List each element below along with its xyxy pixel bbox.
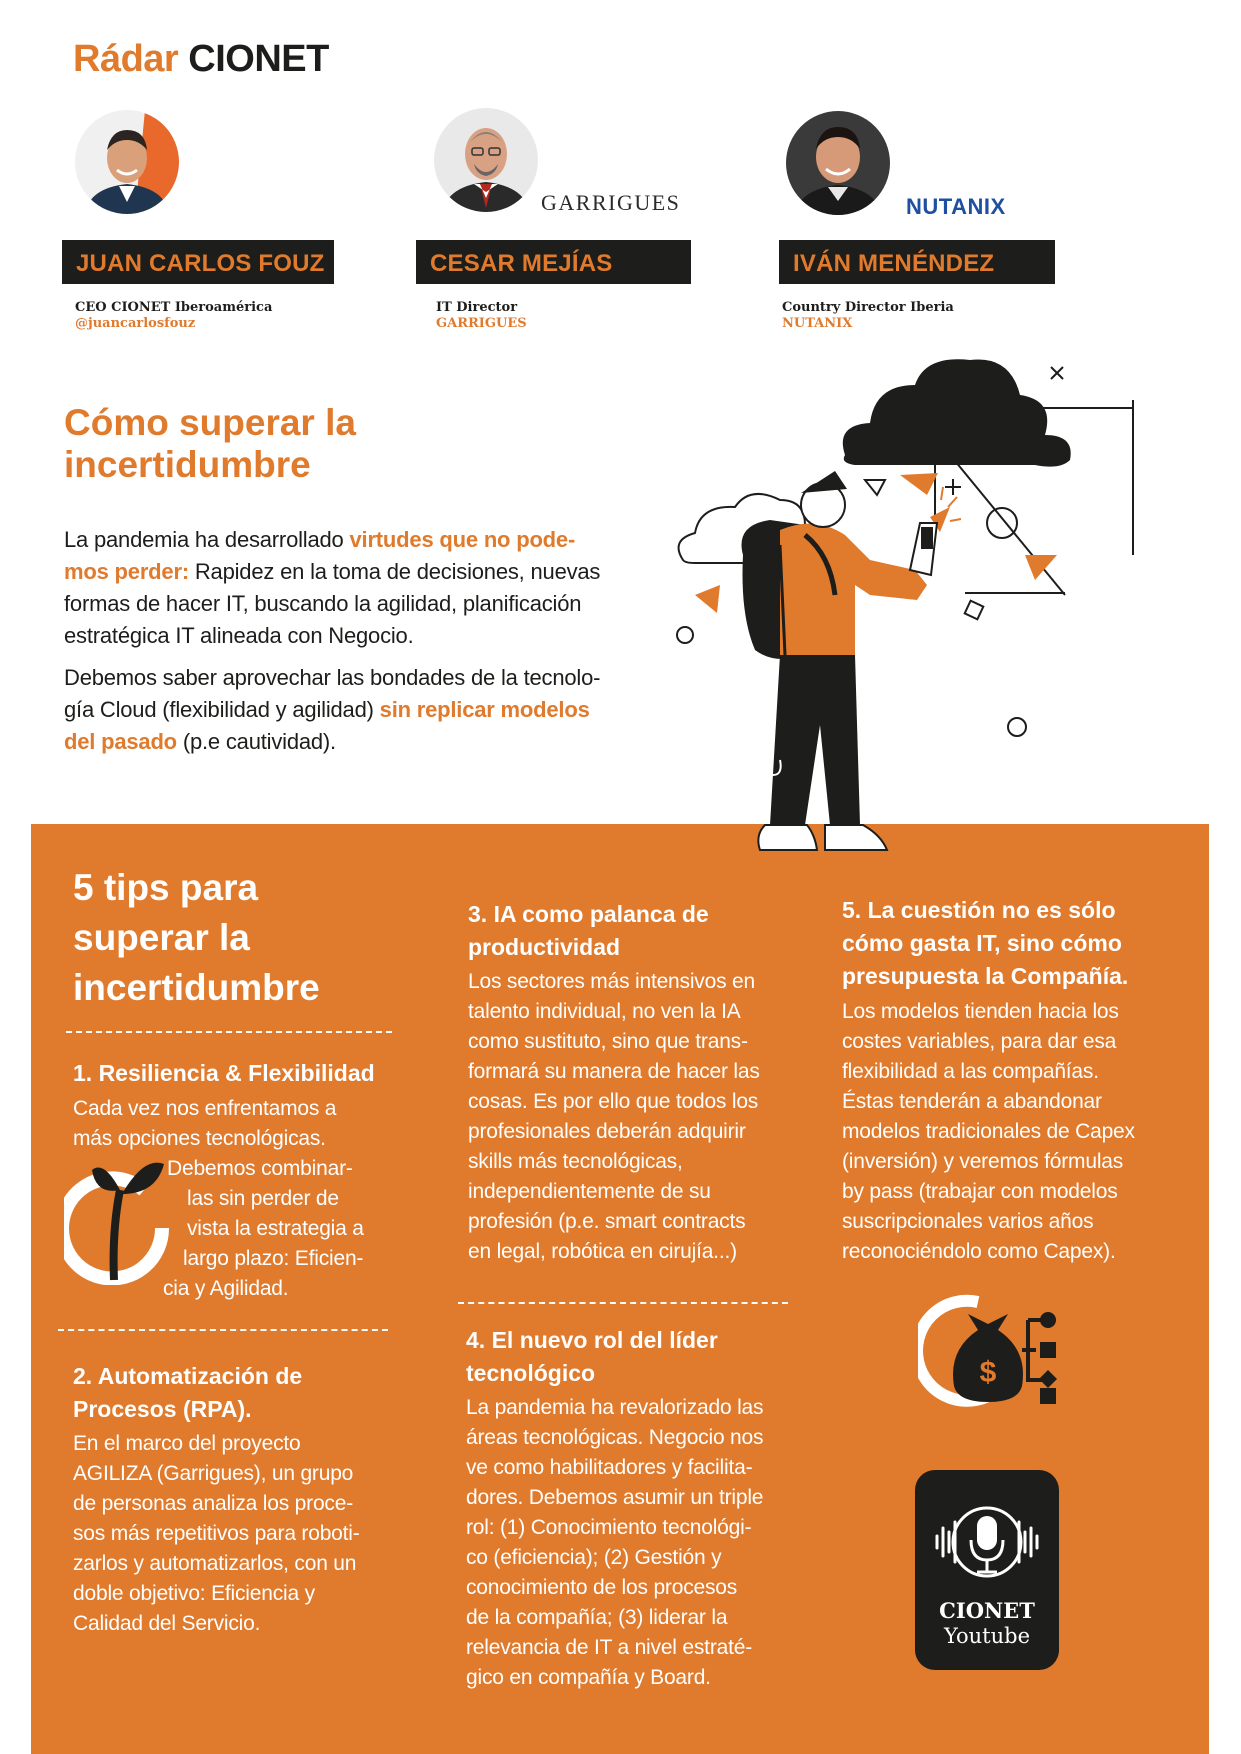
line: profesión (p.e. smart contracts [468,1210,746,1233]
title-line: 5. La cuestión no es sólo [842,897,1116,923]
title-line: 2. Automatización de [73,1363,303,1389]
title-line: 4. El nuevo rol del líder [466,1327,718,1353]
line: formará su manera de hacer las [468,1060,760,1083]
text: Rapidez en la toma de decisiones, nuevas [188,559,601,584]
line: cosas. Es por ello que todos los [468,1090,759,1113]
line: reconociéndolo como Capex). [842,1240,1116,1263]
line: by pass (trabajar con modelos [842,1180,1118,1203]
title-line: incertidumbre [73,967,320,1008]
line: de personas analiza los proce- [73,1492,354,1515]
line: dores. Debemos asumir un triple [466,1486,764,1509]
microphone-icon [931,1492,1043,1592]
intro-paragraph-1 [64,524,624,652]
line: suscripcionales varios años [842,1210,1094,1233]
title-line: 5 tips para [73,867,259,908]
heading-line: Cómo superar la [64,402,356,443]
twitter-handle[interactable]: @juancarlosfouz [75,316,196,331]
title-line: productividad [468,934,621,960]
line: cia y Agilidad. [163,1277,289,1300]
nutanix-logo: NUTANIX [906,194,1006,219]
tip-3-body [468,967,760,1267]
line: Éstas tenderán a abandonar [842,1090,1102,1113]
role-text: Country Director Iberia [782,300,954,315]
line: Cada vez nos enfrentamos a [73,1097,337,1120]
line: co (eficiencia); (2) Gestión y [466,1546,722,1569]
text: (p.e cautividad). [176,729,336,754]
tips-title [73,863,320,1013]
cloud-illustration [665,355,1145,865]
divider [66,1031,392,1033]
line: Los modelos tienden hacia los [842,1000,1119,1023]
line: largo plazo: Eficien- [183,1247,364,1270]
avatar-cesar [434,108,538,212]
text: Debemos saber aprovechar las bondades de la tecnolo- [64,665,601,690]
line: vista la estrategia a [187,1217,364,1240]
title-line: presupuesta la Compañía. [842,963,1129,989]
line: áreas tecnológicas. Negocio nos [466,1426,764,1449]
name-juan-carlos: JUAN CARLOS FOUZ [62,240,334,284]
line: gico en compañía y Board. [466,1666,711,1689]
avatar-juan-carlos [75,110,179,214]
line: más opciones tecnológicas. [73,1127,326,1150]
avatar-ivan [786,111,890,215]
tip-1-body-top [73,1094,336,1154]
role-text: CEO CIONET Iberoamérica [75,300,273,315]
line: Debemos combinar- [167,1157,353,1180]
tip-5-body [842,997,1135,1267]
highlight: del pasado [64,729,177,754]
youtube-label: CIONET [939,1598,1035,1623]
company-name: NUTANIX [782,316,853,331]
line: En el marco del proyecto [73,1432,301,1455]
line: en legal, robótica en cirujía...) [468,1240,737,1263]
line: Los sectores más intensivos en [468,970,755,993]
line: La pandemia ha revalorizado las [466,1396,764,1419]
text: formas de hacer IT, buscando la agilidad, planificación [64,591,582,616]
tip-5-title [842,894,1128,993]
line: (inversión) y veremos fórmulas [842,1150,1124,1173]
tip-2-title [73,1360,302,1426]
divider [58,1329,388,1331]
title-line: 3. IA como palanca de [468,901,709,927]
divider [458,1302,788,1304]
section-heading [64,402,464,486]
line: flexibilidad a las compañías. [842,1060,1099,1083]
garrigues-logo: GARRIGUES [541,190,681,215]
role-juan-carlos [75,300,272,332]
title-line: cómo gasta IT, sino cómo [842,930,1122,956]
title-line: tecnológico [466,1360,596,1386]
intro-paragraph-2 [64,662,624,758]
company-name: GARRIGUES [436,316,527,331]
cionet-youtube-card[interactable] [915,1470,1059,1670]
name-cesar: CESAR MEJÍAS [416,240,691,284]
highlight: virtudes que no pode- [349,527,576,552]
line: rol: (1) Conocimiento tecnológi- [466,1516,752,1539]
tip-2-body [73,1429,360,1639]
role-text: IT Director [436,300,518,315]
line: sos más repetitivos para roboti- [73,1522,360,1545]
line: skills más tecnológicas, [468,1150,683,1173]
tip-4-body [466,1393,763,1693]
line: conocimiento de los procesos [466,1576,738,1599]
highlight: mos perder: [64,559,189,584]
tip-4-title [466,1324,718,1390]
line: independientemente de su [468,1180,711,1203]
page-title [73,38,329,81]
text: gía Cloud (flexibilidad y agilidad) [64,697,380,722]
line: relevancia de IT a nivel estraté- [466,1636,752,1659]
title-line: superar la [73,917,250,958]
line: modelos tradicionales de Capex [842,1120,1135,1143]
tip-1-title: 1. Resiliencia & Flexibilidad [73,1060,375,1086]
line: doble objetivo: Eficiencia y [73,1582,315,1605]
role-cesar [436,300,527,332]
heading-line: incertidumbre [64,444,311,485]
money-bag-icon [918,1290,1068,1410]
title-line: Procesos (RPA). [73,1396,252,1422]
line: talento individual, no ven la IA [468,1000,741,1023]
text: La pandemia ha desarrollado [64,527,350,552]
line: AGILIZA (Garrigues), un grupo [73,1462,354,1485]
name-ivan: IVÁN MENÉNDEZ [779,240,1055,284]
youtube-sublabel: Youtube [943,1624,1031,1648]
line: profesionales deberán adquirir [468,1120,746,1143]
line: como sustituto, sino que trans- [468,1030,748,1053]
line: costes variables, para dar esa [842,1030,1117,1053]
tip-3-title [468,898,709,964]
role-ivan [782,300,954,332]
line: zarlos y automatizarlos, con un [73,1552,357,1575]
title-main: CIONET [188,38,329,80]
tip-1-body-wrap [73,1154,364,1304]
line: de la compañía; (3) liderar la [466,1606,728,1629]
line: Calidad del Servicio. [73,1612,261,1635]
title-accent: Rádar [73,38,179,80]
highlight: sin replicar modelos [379,697,590,722]
line: ve como habilitadores y facilita- [466,1456,753,1479]
line: las sin perder de [187,1187,339,1210]
svg-text:$: $ [979,1356,997,1389]
text: estratégica IT alineada con Negocio. [64,623,414,648]
